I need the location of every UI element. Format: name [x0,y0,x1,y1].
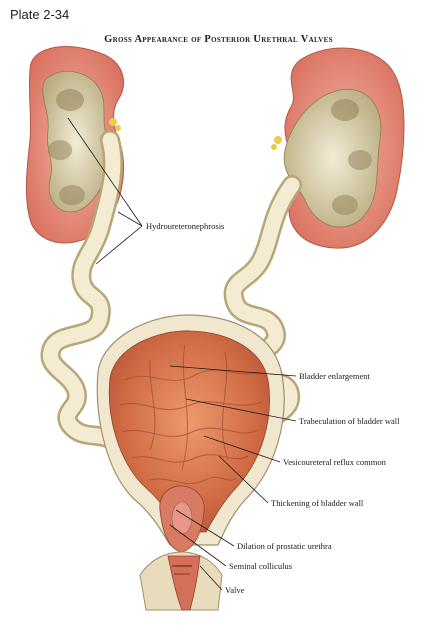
urethra [140,552,222,610]
label-vesicoureteral-reflux: Vesicoureteral reflux common [283,457,386,467]
label-hydroureteronephrosis: Hydroureteronephrosis [146,221,225,231]
bladder [97,315,284,552]
label-bladder-enlargement: Bladder enlargement [299,371,370,381]
right-kidney [271,48,404,248]
label-valve: Valve [225,585,245,595]
label-trabeculation: Trabeculation of bladder wall [299,416,400,426]
label-thickening: Thickening of bladder wall [271,498,364,508]
label-dilation-prostatic-urethra: Dilation of prostatic urethra [237,541,332,551]
plate-label: Plate 2-34 [10,7,70,22]
label-seminal-colliculus: Seminal colliculus [229,561,293,571]
plate-title: Gross Appearance of Posterior Urethral Valves [104,34,333,45]
